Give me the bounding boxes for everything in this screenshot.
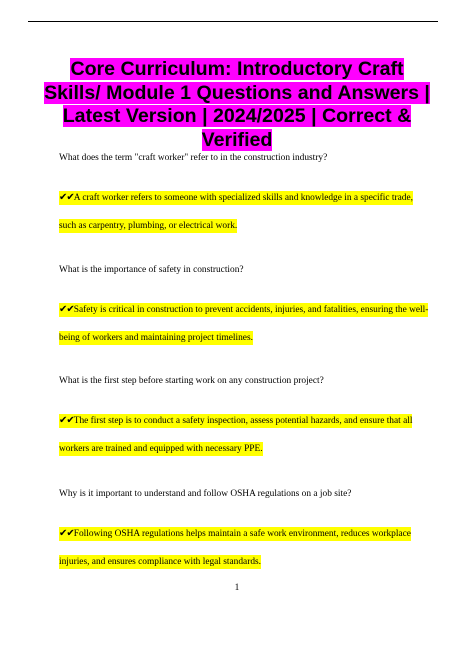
title-block bbox=[40, 58, 434, 152]
answer-4 bbox=[59, 520, 429, 576]
check-mark-icon: ✔✔ bbox=[59, 304, 74, 315]
question-2: What is the importance of safety in construction? bbox=[59, 265, 244, 275]
document-title: Core Curriculum: Introductory Craft Skills/ Module 1 Questions and Answers | Latest Version | 2024/2025 | Correct & Verified bbox=[44, 58, 430, 151]
qa-item-3 bbox=[59, 375, 429, 463]
question-4: Why is it important to understand and follow OSHA regulations on a job site? bbox=[59, 489, 352, 499]
check-mark-icon: ✔✔ bbox=[59, 192, 74, 203]
answer-3-text: The first step is to conduct a safety inspection, assess potential hazards, and ensure that all workers are trained and equipped with necessary PPE. bbox=[59, 416, 413, 454]
answer-2-text: Safety is critical in construction to prevent accidents, injuries, and fatalities, ensuring the well-being of workers and maintaining project timelines. bbox=[59, 305, 429, 343]
answer-3 bbox=[59, 407, 429, 463]
qa-item-4 bbox=[59, 488, 429, 576]
top-rule bbox=[28, 21, 438, 22]
check-mark-icon: ✔✔ bbox=[59, 415, 74, 426]
page-number: 1 bbox=[234, 583, 240, 593]
question-1: What does the term "craft worker" refer to in the construction industry? bbox=[59, 153, 328, 163]
question-3: What is the first step before starting work on any construction project? bbox=[59, 376, 324, 386]
check-mark-icon: ✔✔ bbox=[59, 528, 74, 539]
qa-item-2 bbox=[59, 264, 429, 352]
answer-2 bbox=[59, 296, 429, 352]
answer-1 bbox=[59, 184, 429, 240]
answer-1-text: A craft worker refers to someone with specialized skills and knowledge in a specific trade, such as carpentry, plumbing, or electrical work. bbox=[59, 193, 413, 231]
answer-4-text: Following OSHA regulations helps maintain a safe work environment, reduces workplace injuries, and ensures compliance with legal standards. bbox=[59, 529, 411, 567]
qa-item-1 bbox=[59, 152, 429, 240]
